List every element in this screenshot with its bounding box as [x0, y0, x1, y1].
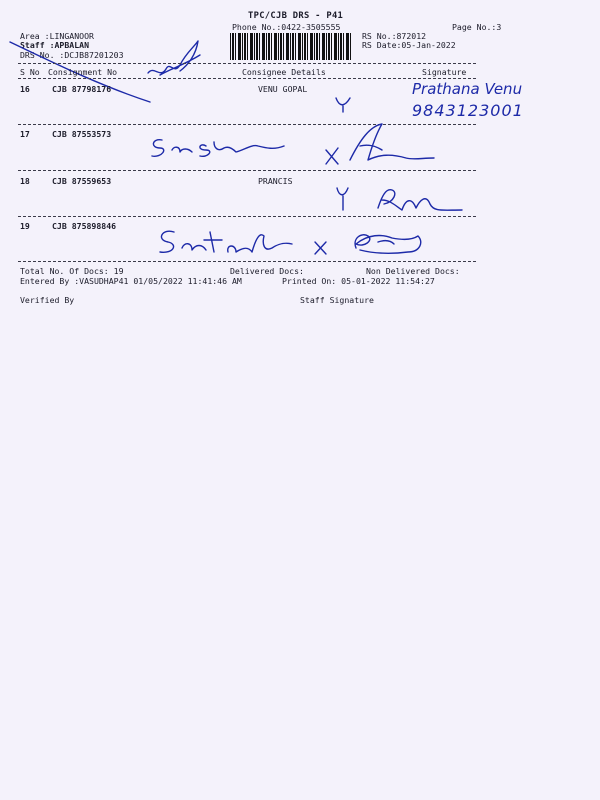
verified-by: Verified By: [20, 295, 75, 305]
col-signature: Signature: [422, 67, 467, 77]
document-title: TPC/CJB DRS - P41: [248, 11, 344, 21]
col-consignee: Consignee Details: [242, 67, 326, 77]
divider: [18, 63, 476, 64]
row-consignee: PRANCIS: [258, 176, 293, 186]
rs-date: RS Date:05-Jan-2022: [362, 40, 456, 50]
divider: [18, 261, 476, 262]
row-consignment: CJB 875898846: [52, 221, 117, 231]
signature-mark: [320, 120, 440, 168]
row-sno: 18: [20, 176, 30, 186]
divider: [18, 170, 476, 171]
row-consignment: CJB 87553573: [52, 129, 112, 139]
row-consignment: CJB 87559653: [52, 176, 112, 186]
recipient-signature: [152, 226, 302, 262]
recipient-signature: [372, 184, 468, 216]
recipient-signature: [348, 228, 428, 258]
handwritten-phone: 9843123001: [412, 101, 524, 120]
signature-mark: [312, 238, 330, 258]
col-consignment: Consignment No: [48, 67, 118, 77]
divider: [18, 78, 476, 79]
row-consignment: CJB 87798176: [52, 84, 112, 94]
signature-mark: [334, 184, 352, 214]
drs-number: DRS No. :DCJB87201203: [20, 50, 124, 60]
total-docs: Total No. Of Docs: 19: [20, 266, 124, 276]
staff-signature-label: Staff Signature: [300, 295, 374, 305]
recipient-signature: [148, 134, 298, 164]
handwritten-name: Prathana Venu: [412, 80, 523, 98]
row-sno: 16: [20, 84, 30, 94]
staff-label: Staff :APBALAN: [20, 40, 90, 50]
delivered-docs: Delivered Docs:: [230, 266, 304, 276]
divider: [18, 216, 476, 217]
entered-by: Entered By :VASUDHAP41 01/05/2022 11:41:46 AM: [20, 276, 242, 286]
row-sno: 17: [20, 129, 30, 139]
page-number: Page No.:3: [452, 22, 502, 32]
non-delivered-docs: Non Delivered Docs:: [366, 266, 460, 276]
col-sno: S No: [20, 67, 40, 77]
signature-mark: [334, 96, 354, 114]
printed-on: Printed On: 05-01-2022 11:54:27: [282, 276, 435, 286]
row-consignee: VENU GOPAL: [258, 84, 308, 94]
row-sno: 19: [20, 221, 30, 231]
phone-number: Phone No.:0422-3505555: [232, 22, 341, 32]
area-label: Area :LINGANOOR: [20, 31, 94, 41]
barcode: [230, 33, 352, 60]
rs-number: RS No.:872012: [362, 31, 427, 41]
